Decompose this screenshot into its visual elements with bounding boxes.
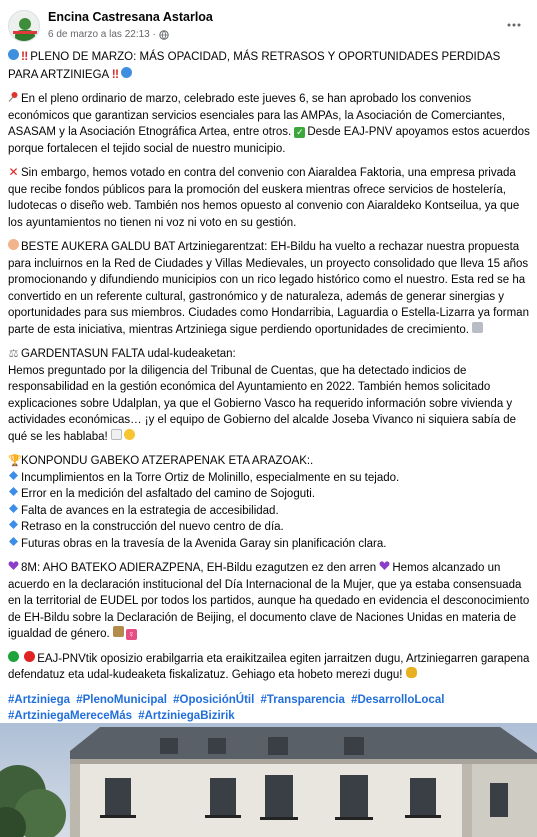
red-circle-icon (24, 651, 35, 662)
hashtag-link[interactable]: #OposiciónÚtil (173, 693, 255, 706)
blue-diamond-icon (8, 486, 19, 497)
green-circle-icon (8, 651, 19, 662)
post-header (0, 0, 537, 48)
purple-heart-icon (379, 560, 390, 571)
blue-diamond-icon (8, 519, 19, 530)
hashtag-list (8, 692, 530, 725)
paragraph-atzerapenak (8, 453, 530, 552)
blue-diamond-icon (8, 536, 19, 547)
hashtag-link[interactable]: #ArtziniegaBizirik (138, 710, 235, 722)
title-text: PLENO DE MARZO: MÁS OPACIDAD, MÁS RETRASOS Y OPORTUNIDADES PERDIDAS PARA ARTZINIEGA (8, 51, 501, 81)
document-icon (111, 429, 122, 440)
post-meta (48, 29, 169, 40)
more-options-icon[interactable] (503, 14, 525, 36)
trophy-icon: 🏆 (8, 455, 22, 467)
blue-diamond-icon (8, 503, 19, 514)
hashtag-link[interactable]: #Artziniega (8, 693, 70, 706)
paragraph-red-ciudades: BESTE AUKERA GALDU BAT Artziniegarentzat: EH-Bildu ha vuelto a rechazar nuestra propuesta para incluirnos en la Red de Ciudades y Villas Medievales, un proyecto consolidado que lleva 15 años promocionando y difundiendo municipios con un rico legado histórico como el nuestro. Esta red se ha convertido en un referente cultural, gastronómico y de naturaleza, además de generar sinergias y oportunidades para sus miembros. Ciudades como Hondarribia, Laguardia o Estella-Lizarra ya forman parte de esta iniciativa, mientras Artziniega sigue perdiendo oportunidades de crecimiento. (8, 241, 529, 336)
list-item: Error en la medición del asfaltado del camino de Sojoguti. (8, 486, 530, 503)
list-item: Incumplimientos en la Torre Ortiz de Molinillo, especialmente en su tejado. (8, 470, 530, 487)
pushpin-icon (8, 91, 19, 102)
avatar-image (9, 11, 40, 42)
hashtag-link[interactable]: #Transparencia (260, 693, 345, 706)
hashtag-link[interactable]: #PlenoMunicipal (76, 693, 167, 706)
blue-circle-icon (8, 49, 19, 60)
list-heading: 🏆KONPONDU GABEKO ATZERAPENAK ETA ARAZOAK:. (8, 455, 314, 467)
building-photo (0, 723, 537, 837)
paragraph-convenios: En el pleno ordinario de marzo, celebrado este jueves 6, se han aprobado los convenios económicos que garantizan servicios esenciales para las AMPAs, la Asociación de Comerciantes, ASASAM y la Asociación Etnográfica Artea, entre otros. ✓ Desde EAJ-PNV apoyamos estos acuerdos porque fortalecen el tejido social de nuestro municipio. (8, 93, 530, 155)
double-exclamation-icon: ‼ (21, 49, 27, 63)
author-avatar[interactable] (8, 10, 40, 42)
hashtag-link[interactable]: #DesarrolloLocal (351, 693, 445, 706)
paragraph-votos-en-contra: ✕ Sin embargo, hemos votado en contra del convenio con Aiaraldea Faktoria, una empresa privada que recibe fondos públicos para la promoción del euskera mientras ofrece servicios de hostelería, ludotecas o diseño web. También nos hemos opuesto al convenio con Aiaraldeko Kontseilua, ya que los ayuntamientos no tienen ni voz ni voto en su gestión. (8, 165, 520, 229)
woman-icon (8, 239, 19, 250)
paragraph-closing: EAJ-PNVtik oposizio erabilgarria eta eraikitzailea egiten jarraitzen dugu, Artziniegarren garapena defendatuz eta udal-kudeaketa fiskalizatuz. Gehiago eta hobeto merezi dugu! (8, 652, 530, 681)
blue-circle-icon (121, 67, 132, 78)
blue-diamond-icon (8, 470, 19, 481)
balance-scale-icon: ⚖ (8, 348, 19, 360)
scroll-icon (113, 626, 124, 637)
post-photo[interactable] (0, 723, 537, 837)
fist-icon (406, 667, 417, 678)
double-exclamation-icon: ‼ (111, 66, 118, 81)
purple-heart-icon (8, 560, 19, 571)
paragraph-8m: 8M: AHO BATEKO ADIERAZPENA, EH-Bildu ezagutzen ez den arren Hemos alcanzado un acuerdo en la declaración institucional del Día Internacional de la Mujer, que ya estaba consensuada en la territorial de EUDEL por todos los partidos, aunque ha quedado en evidencia el desconocimiento de EH-Bildu sobre la Declaración de Beijing, el documento clave de Naciones Unidas en materia de igualdad de género. ♀ (8, 562, 530, 640)
post-body (8, 48, 530, 725)
check-mark-icon: ✓ (296, 127, 304, 137)
list-item: Futuras obras en la travesía de la Avenida Garay sin planificación clara. (8, 536, 530, 553)
list-item: Falta de avances en la estrategia de accesibilidad. (8, 503, 530, 520)
castle-icon (472, 322, 483, 333)
post-timestamp[interactable]: 6 de marzo a las 22:13 · (48, 29, 156, 40)
paragraph-gardentasun: ⚖ GARDENTASUN FALTA udal-kudeaketan: Hemos preguntado por la diligencia del Tribunal de Cuentas, que ha detectado indicios de responsabilidad en la gestión económica del Ayuntamiento en 2022. También hemos solicitado explicaciones sobre Udalplan, ya que el Gobierno Vasco ha requerido información sobre vivienda y actividades económicas… ¡y el equipo de Gobierno del alcalde Joseba Vivanco ni siquiera sabía de qué se les hablaba! (8, 348, 517, 443)
cross-mark-icon: ✕ (8, 165, 19, 179)
globe-icon[interactable] (159, 30, 169, 40)
female-sign-icon: ♀ (126, 629, 137, 640)
post-title (8, 48, 530, 83)
hashtag-link[interactable]: #ArtziniegaMereceMás (8, 710, 132, 722)
face-icon (124, 429, 135, 440)
author-name[interactable]: Encina Castresana Astarloa (48, 10, 213, 24)
list-item: Retraso en la construcción del nuevo centro de día. (8, 519, 530, 536)
